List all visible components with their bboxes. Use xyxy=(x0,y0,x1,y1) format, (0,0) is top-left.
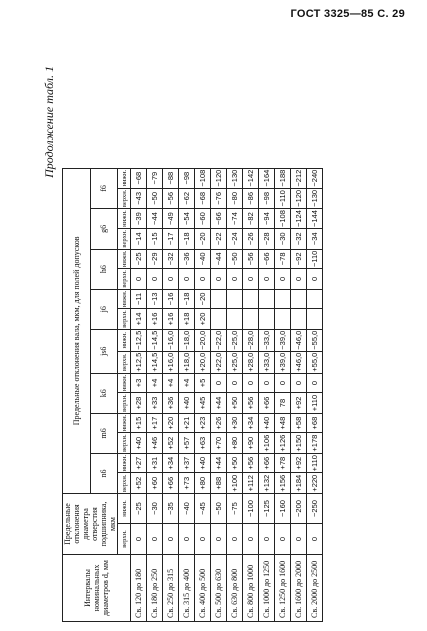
value-cell: −20 xyxy=(195,289,211,309)
interval-cell: Св. 315 до 400 xyxy=(179,555,195,622)
value-cell: −54 xyxy=(179,209,195,229)
value-cell: +63 xyxy=(195,433,211,454)
value-cell: 0 xyxy=(259,269,275,290)
value-cell: +73 xyxy=(179,473,195,494)
rotated-table-area xyxy=(40,62,420,622)
value-cell: −50 xyxy=(211,494,227,524)
value-cell: −50 xyxy=(227,249,243,269)
value-cell: −160 xyxy=(275,494,291,524)
value-cell: −44 xyxy=(211,249,227,269)
value-cell: 0 xyxy=(275,524,291,555)
value-cell: 0 xyxy=(211,373,227,393)
value-cell: +78 xyxy=(275,453,291,473)
value-cell: 0 xyxy=(259,524,275,555)
value-cell: −66 xyxy=(259,249,275,269)
value-cell: −20 xyxy=(195,229,211,250)
value-cell: +57 xyxy=(179,433,195,454)
value-cell: −14,5 xyxy=(147,329,163,351)
header-interval: Интервалы номинальных диаметров d, мм xyxy=(63,555,131,622)
value-cell: +40 xyxy=(259,413,275,433)
table-row xyxy=(131,168,147,621)
value-cell xyxy=(275,309,291,330)
value-cell: −74 xyxy=(227,209,243,229)
value-cell xyxy=(211,309,227,330)
table-row xyxy=(307,168,323,621)
value-cell: +21 xyxy=(179,413,195,433)
value-cell: 0 xyxy=(179,269,195,290)
value-cell: +46 xyxy=(147,433,163,454)
value-cell: 0 xyxy=(227,373,243,393)
interval-cell: Св. 800 до 1000 xyxy=(243,555,259,622)
value-cell: +17 xyxy=(147,413,163,433)
value-cell xyxy=(227,309,243,330)
value-cell: +33,0 xyxy=(259,351,275,373)
value-cell: +37 xyxy=(179,453,195,473)
value-cell: −22,0 xyxy=(211,329,227,351)
value-cell: −98 xyxy=(179,168,195,188)
value-cell: 78 xyxy=(275,393,291,414)
value-cell: −130 xyxy=(307,188,323,209)
value-cell: +4 xyxy=(179,373,195,393)
value-cell: −24 xyxy=(227,229,243,250)
value-cell: 0 xyxy=(131,269,147,290)
table-row xyxy=(211,168,227,621)
field-header-2: k6 xyxy=(90,373,118,413)
value-cell xyxy=(307,289,323,309)
value-cell: −32 xyxy=(291,229,307,250)
value-cell: +150 xyxy=(291,433,307,454)
value-cell: +106 xyxy=(259,433,275,454)
value-cell: −36 xyxy=(179,249,195,269)
value-cell: +5 xyxy=(195,373,211,393)
value-cell: +40 xyxy=(179,393,195,414)
value-cell: −200 xyxy=(291,494,307,524)
header-limit: Предельные отклонения диаметра отверстия подшипника, мкм xyxy=(63,494,118,555)
value-cell: +34 xyxy=(243,413,259,433)
value-cell: −78 xyxy=(275,249,291,269)
value-cell: +52 xyxy=(131,473,147,494)
value-cell: 0 xyxy=(291,269,307,290)
value-cell: 0 xyxy=(147,524,163,555)
value-cell: −50 xyxy=(147,188,163,209)
value-cell: +36 xyxy=(163,393,179,414)
value-cell: 0 xyxy=(227,524,243,555)
table-row xyxy=(179,168,195,621)
value-cell: −18 xyxy=(179,289,195,309)
value-cell: +92 xyxy=(291,393,307,414)
value-cell: +58 xyxy=(291,413,307,433)
table-row xyxy=(275,168,291,621)
value-cell: −110 xyxy=(307,249,323,269)
field-header-4: j6 xyxy=(90,289,118,329)
value-cell: +45 xyxy=(195,393,211,414)
value-cell: +22,0 xyxy=(211,351,227,373)
value-cell: +88 xyxy=(211,473,227,494)
value-cell: −80 xyxy=(227,188,243,209)
value-cell: 0 xyxy=(195,269,211,290)
value-cell: 0 xyxy=(195,524,211,555)
value-cell: +44 xyxy=(211,393,227,414)
value-cell: −14 xyxy=(131,229,147,250)
value-cell: −20,0 xyxy=(195,329,211,351)
value-cell: −40 xyxy=(179,494,195,524)
table-row xyxy=(243,168,259,621)
value-cell: +46,0 xyxy=(291,351,307,373)
value-cell: −25 xyxy=(131,494,147,524)
page-header: ГОСТ 3325—85 С. 29 xyxy=(290,8,405,20)
value-cell: −29 xyxy=(147,249,163,269)
value-cell: −88 xyxy=(163,168,179,188)
value-cell xyxy=(243,289,259,309)
limit-sub-header: нижн. xyxy=(118,494,131,524)
table-row xyxy=(147,168,163,621)
value-cell: 0 xyxy=(227,269,243,290)
sub-header: верхн. xyxy=(118,229,131,250)
value-cell: +66 xyxy=(259,453,275,473)
value-cell: −12,5 xyxy=(131,329,147,351)
value-cell: +18 xyxy=(179,309,195,330)
value-cell: −56 xyxy=(243,249,259,269)
value-cell: 0 xyxy=(291,373,307,393)
sub-header: нижн. xyxy=(118,413,131,433)
header-group: Предельные отклонения вала, мкм, для полей допусков xyxy=(63,168,91,493)
value-cell: −120 xyxy=(211,168,227,188)
sub-header: верхн. xyxy=(118,433,131,454)
value-cell: +90 xyxy=(243,433,259,454)
value-cell: +33 xyxy=(147,393,163,414)
interval-cell: Св. 500 до 630 xyxy=(211,555,227,622)
value-cell: −110 xyxy=(275,188,291,209)
value-cell: −26 xyxy=(243,229,259,250)
value-cell: 0 xyxy=(275,269,291,290)
value-cell: −25,0 xyxy=(227,329,243,351)
interval-cell: Св. 120 до 180 xyxy=(131,555,147,622)
value-cell: −125 xyxy=(259,494,275,524)
sub-header: верхн. xyxy=(118,351,131,373)
value-cell: −22 xyxy=(211,229,227,250)
value-cell: +28 xyxy=(131,393,147,414)
value-cell: +44 xyxy=(211,453,227,473)
value-cell: +55,0 xyxy=(307,351,323,373)
value-cell: −55,0 xyxy=(307,329,323,351)
interval-cell: Св. 180 до 250 xyxy=(147,555,163,622)
sub-header: нижн. xyxy=(118,168,131,188)
value-cell xyxy=(259,289,275,309)
value-cell: −30 xyxy=(147,494,163,524)
field-header-5: h6 xyxy=(90,249,118,289)
value-cell: −212 xyxy=(291,168,307,188)
value-cell: +112 xyxy=(243,473,259,494)
value-cell xyxy=(211,289,227,309)
value-cell: −17 xyxy=(163,229,179,250)
table-row xyxy=(259,168,275,621)
value-cell: −240 xyxy=(307,168,323,188)
value-cell: −188 xyxy=(275,168,291,188)
value-cell: 0 xyxy=(259,373,275,393)
value-cell: +16,0 xyxy=(163,351,179,373)
value-cell: −130 xyxy=(227,168,243,188)
value-cell: +14 xyxy=(131,309,147,330)
value-cell: 0 xyxy=(291,524,307,555)
value-cell: −60 xyxy=(195,209,211,229)
tolerance-table xyxy=(62,168,323,622)
value-cell: −144 xyxy=(307,209,323,229)
sub-header: верхн. xyxy=(118,393,131,414)
value-cell: −44 xyxy=(147,209,163,229)
value-cell: −39,0 xyxy=(275,329,291,351)
value-cell: +30 xyxy=(227,413,243,433)
value-cell: −75 xyxy=(227,494,243,524)
value-cell xyxy=(307,309,323,330)
limit-sub-header: верхн. xyxy=(118,524,131,555)
value-cell: −34 xyxy=(307,229,323,250)
value-cell: +100 xyxy=(227,473,243,494)
value-cell: −68 xyxy=(131,168,147,188)
value-cell: −16 xyxy=(163,289,179,309)
value-cell: −124 xyxy=(291,209,307,229)
table-row xyxy=(195,168,211,621)
value-cell: 0 xyxy=(163,524,179,555)
value-cell: +220 xyxy=(307,473,323,494)
table-row xyxy=(163,168,179,621)
value-cell: +184 xyxy=(291,473,307,494)
value-cell: −35 xyxy=(163,494,179,524)
value-cell: 0 xyxy=(243,524,259,555)
value-cell: +178 xyxy=(307,433,323,454)
value-cell: +39,0 xyxy=(275,351,291,373)
value-cell: +26 xyxy=(211,413,227,433)
field-header-6: g6 xyxy=(90,209,118,249)
value-cell: +80 xyxy=(227,433,243,454)
value-cell: +66 xyxy=(259,393,275,414)
value-cell xyxy=(291,309,307,330)
value-cell: +15 xyxy=(131,413,147,433)
sub-header: верхн. xyxy=(118,473,131,494)
value-cell: −98 xyxy=(259,188,275,209)
value-cell: −250 xyxy=(307,494,323,524)
value-cell: +70 xyxy=(211,433,227,454)
value-cell: +48 xyxy=(275,413,291,433)
value-cell: +3 xyxy=(131,373,147,393)
value-cell: −68 xyxy=(195,188,211,209)
value-cell: −16,0 xyxy=(163,329,179,351)
value-cell: −49 xyxy=(163,209,179,229)
value-cell: +92 xyxy=(291,453,307,473)
value-cell: −164 xyxy=(259,168,275,188)
value-cell: 0 xyxy=(211,524,227,555)
value-cell: −33,0 xyxy=(259,329,275,351)
value-cell: −100 xyxy=(243,494,259,524)
value-cell: −11 xyxy=(131,289,147,309)
value-cell: 0 xyxy=(307,373,323,393)
value-cell: +40 xyxy=(195,453,211,473)
value-cell: −108 xyxy=(275,209,291,229)
field-header-1: m6 xyxy=(90,413,118,453)
value-cell: −56 xyxy=(163,188,179,209)
interval-cell: Св. 400 до 500 xyxy=(195,555,211,622)
value-cell: −92 xyxy=(291,249,307,269)
sub-header: верхн. xyxy=(118,309,131,330)
value-cell: +12,5 xyxy=(131,351,147,373)
value-cell: −18,0 xyxy=(179,329,195,351)
value-cell: +50 xyxy=(227,453,243,473)
value-cell: −13 xyxy=(147,289,163,309)
sub-header: верхн. xyxy=(118,188,131,209)
value-cell: −66 xyxy=(211,209,227,229)
value-cell: 0 xyxy=(131,524,147,555)
value-cell: +16 xyxy=(163,309,179,330)
interval-cell: Св. 250 до 315 xyxy=(163,555,179,622)
value-cell: 0 xyxy=(243,269,259,290)
value-cell: −39 xyxy=(131,209,147,229)
value-cell: 0 xyxy=(307,269,323,290)
value-cell: +20 xyxy=(195,309,211,330)
value-cell: +80 xyxy=(195,473,211,494)
value-cell: +60 xyxy=(147,473,163,494)
value-cell: +56 xyxy=(243,453,259,473)
value-cell: +23 xyxy=(195,413,211,433)
value-cell: −40 xyxy=(195,249,211,269)
table-row xyxy=(291,168,307,621)
value-cell: 0 xyxy=(179,524,195,555)
value-cell: −76 xyxy=(211,188,227,209)
value-cell: +16 xyxy=(147,309,163,330)
value-cell: −46,0 xyxy=(291,329,307,351)
value-cell: 0 xyxy=(243,373,259,393)
value-cell: −43 xyxy=(131,188,147,209)
value-cell: +18,0 xyxy=(179,351,195,373)
interval-cell: Св. 1250 до 1600 xyxy=(275,555,291,622)
value-cell: +27 xyxy=(131,453,147,473)
value-cell xyxy=(227,289,243,309)
interval-cell: Св. 1600 до 2000 xyxy=(291,555,307,622)
value-cell: +156 xyxy=(275,473,291,494)
sub-header: нижн. xyxy=(118,453,131,473)
value-cell: −86 xyxy=(243,188,259,209)
value-cell xyxy=(291,289,307,309)
value-cell: −79 xyxy=(147,168,163,188)
continuation-note: Продолжение табл. 1 xyxy=(42,66,56,178)
sub-header: нижн. xyxy=(118,249,131,269)
value-cell: −28 xyxy=(259,229,275,250)
value-cell: +25,0 xyxy=(227,351,243,373)
value-cell: +4 xyxy=(147,373,163,393)
value-cell: 0 xyxy=(211,269,227,290)
value-cell: +50 xyxy=(227,393,243,414)
value-cell: −28,0 xyxy=(243,329,259,351)
value-cell: +40 xyxy=(131,433,147,454)
value-cell: −15 xyxy=(147,229,163,250)
value-cell xyxy=(259,309,275,330)
value-cell: +20 xyxy=(163,413,179,433)
sub-header: верхн. xyxy=(118,269,131,290)
value-cell: +66 xyxy=(163,473,179,494)
value-cell: 0 xyxy=(147,269,163,290)
value-cell: +28,0 xyxy=(243,351,259,373)
value-cell xyxy=(243,309,259,330)
field-header-0: n6 xyxy=(90,453,118,493)
value-cell: +52 xyxy=(163,433,179,454)
sub-header: нижн. xyxy=(118,329,131,351)
interval-cell: Св. 1000 до 1250 xyxy=(259,555,275,622)
value-cell: +132 xyxy=(259,473,275,494)
sub-header: нижн. xyxy=(118,289,131,309)
value-cell: −108 xyxy=(195,168,211,188)
value-cell: −32 xyxy=(163,249,179,269)
value-cell: −94 xyxy=(259,209,275,229)
table-row xyxy=(227,168,243,621)
field-header-3: js6 xyxy=(90,329,118,373)
interval-cell: Св. 630 до 800 xyxy=(227,555,243,622)
field-header-7: f6 xyxy=(90,168,118,208)
value-cell: +126 xyxy=(275,433,291,454)
value-cell: −120 xyxy=(291,188,307,209)
value-cell xyxy=(275,289,291,309)
value-cell: +110 xyxy=(307,453,323,473)
value-cell: −62 xyxy=(179,188,195,209)
value-cell: 0 xyxy=(275,373,291,393)
value-cell: +4 xyxy=(163,373,179,393)
value-cell: 0 xyxy=(163,269,179,290)
value-cell: +31 xyxy=(147,453,163,473)
value-cell: −82 xyxy=(243,209,259,229)
value-cell: −18 xyxy=(179,229,195,250)
sub-header: нижн. xyxy=(118,209,131,229)
value-cell: −25 xyxy=(131,249,147,269)
sub-header: нижн. xyxy=(118,373,131,393)
value-cell: −142 xyxy=(243,168,259,188)
value-cell: +34 xyxy=(163,453,179,473)
value-cell: +56 xyxy=(243,393,259,414)
value-cell: +110 xyxy=(307,393,323,414)
value-cell: +14,5 xyxy=(147,351,163,373)
value-cell: +20,0 xyxy=(195,351,211,373)
value-cell: −45 xyxy=(195,494,211,524)
value-cell: −30 xyxy=(275,229,291,250)
value-cell: +68 xyxy=(307,413,323,433)
value-cell: 0 xyxy=(307,524,323,555)
interval-cell: Св. 2000 до 2500 xyxy=(307,555,323,622)
